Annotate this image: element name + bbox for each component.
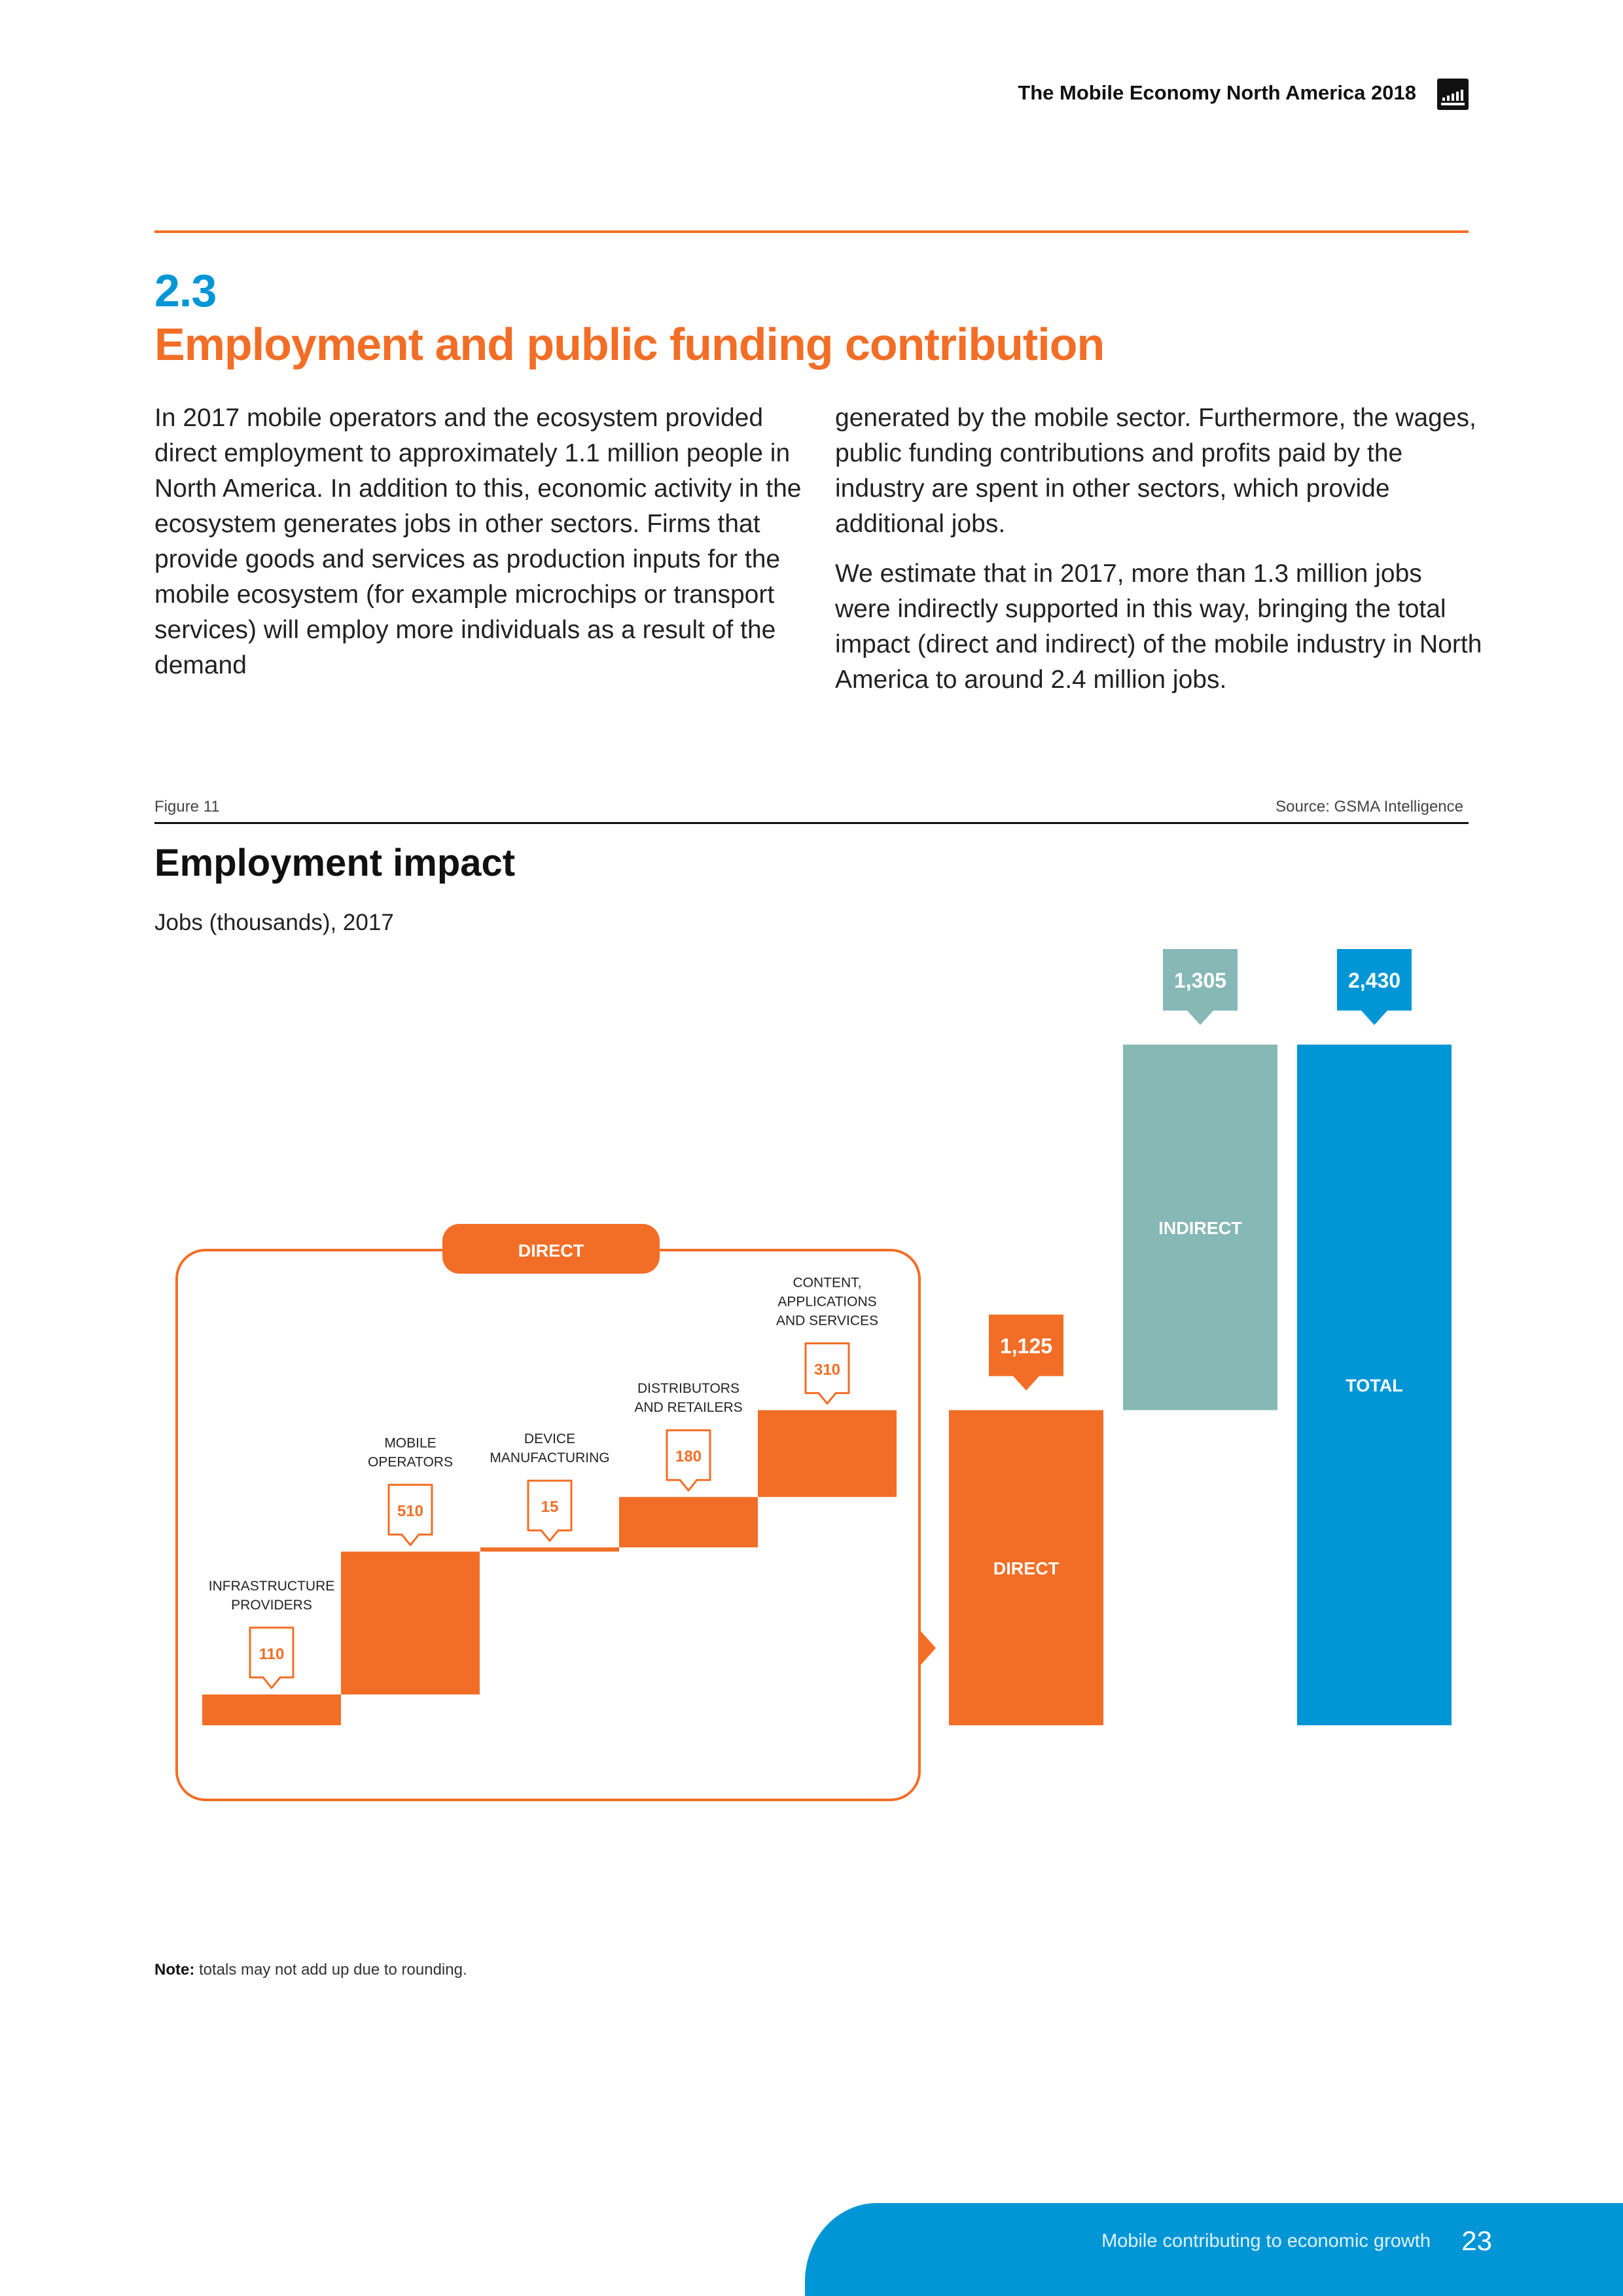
direct-group-arrow [919,1630,936,1666]
note-label: Note: [154,1961,195,1979]
value-label: 110 [259,1645,285,1663]
value-label: 510 [397,1502,424,1520]
category-label: DISTRIBUTORS [637,1381,740,1397]
category-label: MANUFACTURING [490,1450,610,1466]
document-title: The Mobile Economy North America 2018 [1018,81,1416,104]
category-label: AND SERVICES [776,1313,878,1329]
total-bar-label: TOTAL [1346,1376,1403,1395]
waterfall-bar [341,1552,480,1695]
total-value-label: 1,305 [1173,969,1227,992]
waterfall-bar [619,1497,758,1547]
value-label: 15 [541,1498,559,1516]
footer-chapter: Mobile contributing to economic growth [1101,2231,1431,2251]
section-number: 2.3 [154,265,217,316]
total-value-label: 1,125 [999,1334,1053,1358]
figure-source: Source: GSMA Intelligence [1275,798,1463,816]
body-paragraph: We estimate that in 2017, more than 1.3 million jobs were indirectly supported in this way, bringing the total impact (direct and indirect) of the mobile industry in North America to around 2.4 million jobs. [835,560,1482,694]
category-label: MOBILE [384,1435,437,1451]
category-label: INFRASTRUCTURE [208,1578,335,1594]
figure-title: Employment impact [154,842,516,884]
waterfall-bar [480,1547,619,1551]
category-label: AND RETAILERS [634,1400,743,1416]
waterfall-bar [202,1695,341,1725]
category-label: APPLICATIONS [777,1294,877,1310]
figure-label: Figure 11 [154,798,220,816]
total-bar-label: DIRECT [993,1558,1060,1579]
body-paragraph: generated by the mobile sector. Furthermore, the wages, public funding contributions and profits paid by the industry are spent in other sectors, which provide additional jobs. [835,404,1476,538]
note-text: totals may not add up due to rounding. [194,1961,467,1979]
value-label: 310 [813,1361,841,1379]
value-label: 180 [675,1448,702,1466]
page-number: 23 [1461,2225,1492,2256]
category-label: DEVICE [524,1431,576,1447]
total-value-label: 2,430 [1347,969,1401,992]
figure-note [154,1961,467,1979]
figure-subtitle: Jobs (thousands), 2017 [154,910,394,935]
total-bar-label: INDIRECT [1158,1218,1242,1238]
category-label: OPERATORS [368,1454,453,1470]
waterfall-bar [758,1410,897,1498]
body-paragraph: In 2017 mobile operators and the ecosystem provided direct employment to approximately 1.1 million people in North America. In addition to this, economic activity in the ecosystem generates jobs in other sectors. Firms that provide goods and services as production inputs for the mobile ecosystem (for example microchips or transport services) will employ more individuals as a result of the demand [154,404,802,679]
direct-group-label: DIRECT [518,1241,584,1261]
section-title: Employment and public funding contribution [154,319,1105,370]
category-label: CONTENT, [793,1275,862,1291]
category-label: PROVIDERS [231,1597,312,1613]
